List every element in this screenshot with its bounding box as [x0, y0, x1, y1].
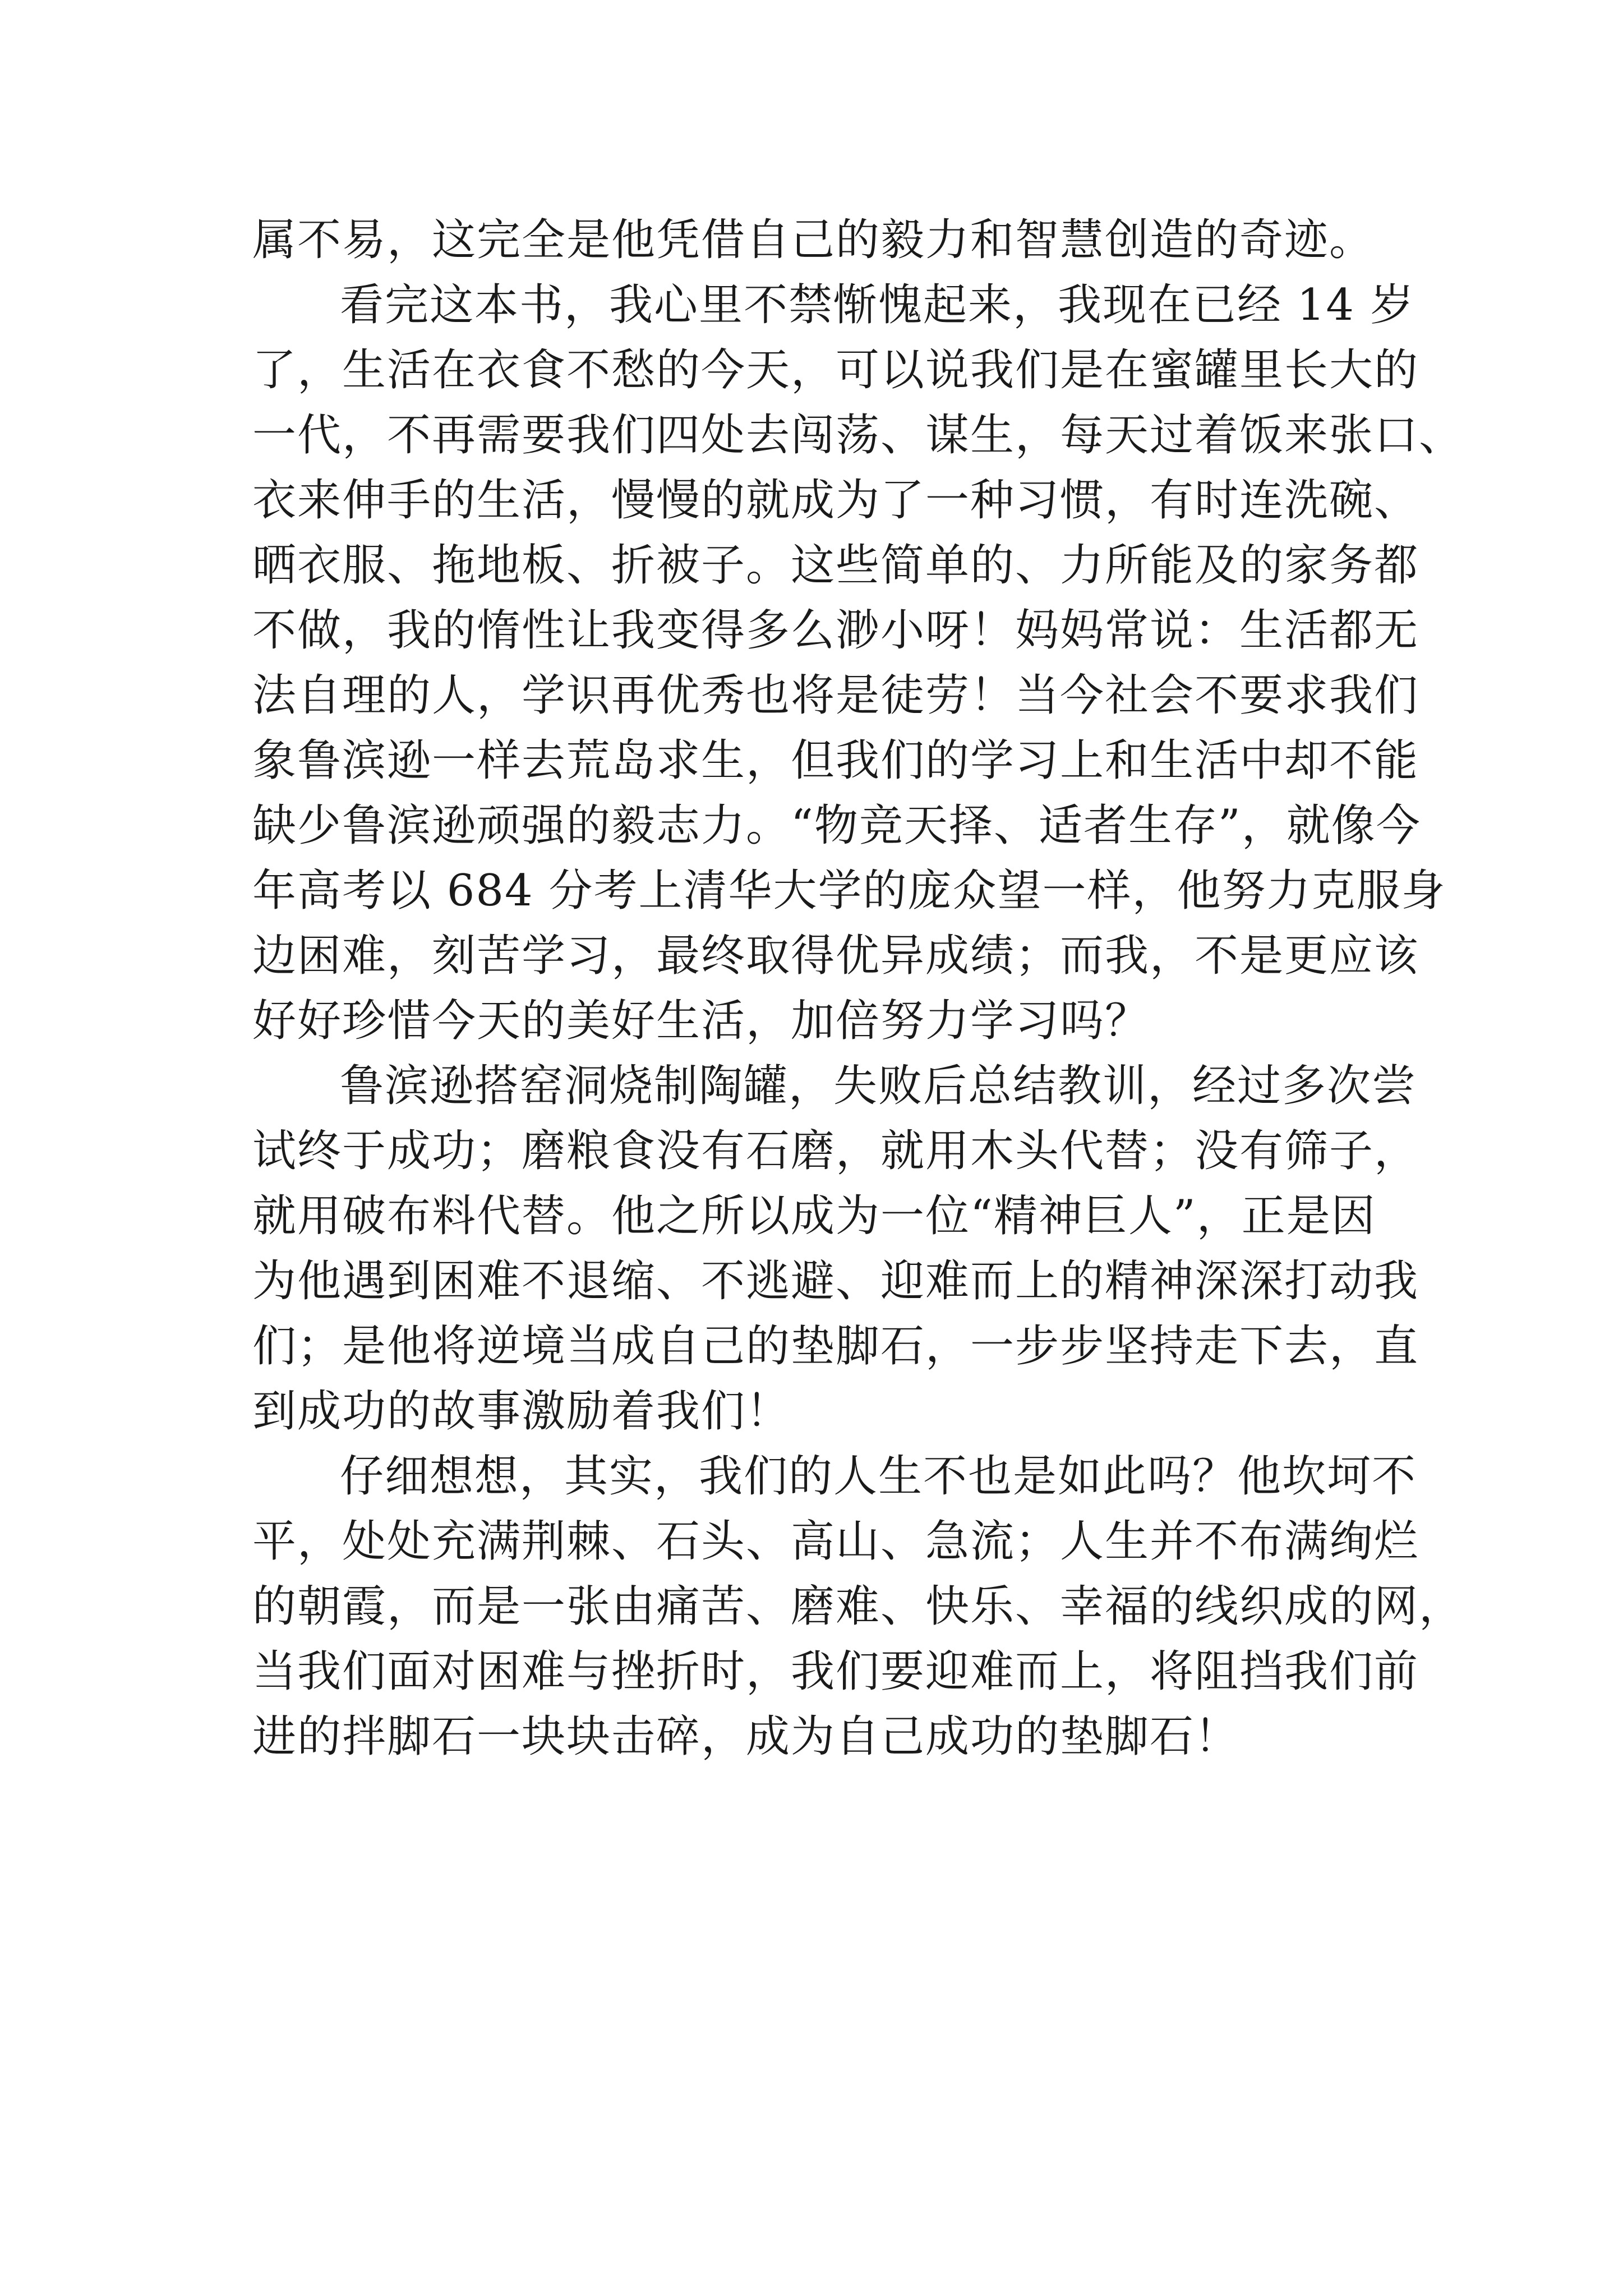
paragraph-3-line-6: 到成功的故事激励着我们！ [252, 1386, 791, 1437]
paragraph-3-line-1: 鲁滨逊搭窑洞烧制陶罐，失败后总结教训，经过多次尝 [340, 1061, 1417, 1111]
paragraph-1-line-1: 属不易，这完全是他凭借自己的毅力和智慧创造的奇迹。 [252, 215, 1375, 265]
paragraph-2-line-5: 晒衣服、拖地板、折被子。这些简单的、力所能及的家务都 [252, 540, 1419, 591]
document-body [252, 208, 1464, 1769]
paragraph-2-line-3: 一代，不再需要我们四处去闯荡、谋生，每天过着饭来张口、 [252, 410, 1464, 461]
paragraph-2-line-1: 看完这本书，我心里不禁惭愧起来，我现在已经 14 岁 [340, 280, 1415, 330]
paragraph-4-line-5: 进的拌脚石一块块击碎，成为自己成功的垫脚石！ [252, 1711, 1240, 1762]
paragraph-2-line-12: 好好珍惜今天的美好生活，加倍努力学习吗？ [252, 996, 1150, 1046]
paragraph-2-line-10: 年高考以 684 分考上清华大学的庞众望一样，他努力克服身 [252, 866, 1446, 916]
paragraph-2-line-7: 法自理的人，学识再优秀也将是徒劳！当今社会不要求我们 [252, 670, 1419, 721]
paragraph-4-line-2: 平，处处充满荆棘、石头、高山、急流；人生并不布满绚烂 [252, 1516, 1419, 1567]
paragraph-4-line-4: 当我们面对困难与挫折时，我们要迎难而上，将阻挡我们前 [252, 1646, 1419, 1697]
paragraph-4-line-1: 仔细想想，其实，我们的人生不也是如此吗？他坎坷不 [340, 1451, 1417, 1502]
paragraph-2-line-8: 象鲁滨逊一样去荒岛求生，但我们的学习上和生活中却不能 [252, 735, 1419, 786]
paragraph-2-line-2: 了，生活在衣食不愁的今天，可以说我们是在蜜罐里长大的 [252, 345, 1419, 395]
paragraph-2-line-6: 不做，我的惰性让我变得多么渺小呀！妈妈常说：生活都无 [252, 605, 1419, 656]
paragraph-3-line-4: 为他遇到困难不退缩、不逃避、迎难而上的精神深深打动我 [252, 1256, 1419, 1306]
paragraph-2-line-4: 衣来伸手的生活，慢慢的就成为了一种习惯，有时连洗碗、 [252, 475, 1419, 526]
paragraph-4-line-3: 的朝霞，而是一张由痛苦、磨难、快乐、幸福的线织成的网， [252, 1581, 1464, 1632]
paragraph-2-line-9: 缺少鲁滨逊顽强的毅志力。“物竞天择、适者生存”，就像今 [252, 800, 1421, 851]
paragraph-3-line-5: 们；是他将逆境当成自己的垫脚石，一步步坚持走下去，直 [252, 1321, 1419, 1372]
paragraph-2-line-11: 边困难，刻苦学习，最终取得优异成绩；而我，不是更应该 [252, 931, 1419, 981]
paragraph-3-line-2: 试终于成功；磨粮食没有石磨，就用木头代替；没有筛子， [252, 1126, 1419, 1176]
paragraph-3-line-3: 就用破布料代替。他之所以成为一位“精神巨人”，正是因 [252, 1191, 1376, 1241]
